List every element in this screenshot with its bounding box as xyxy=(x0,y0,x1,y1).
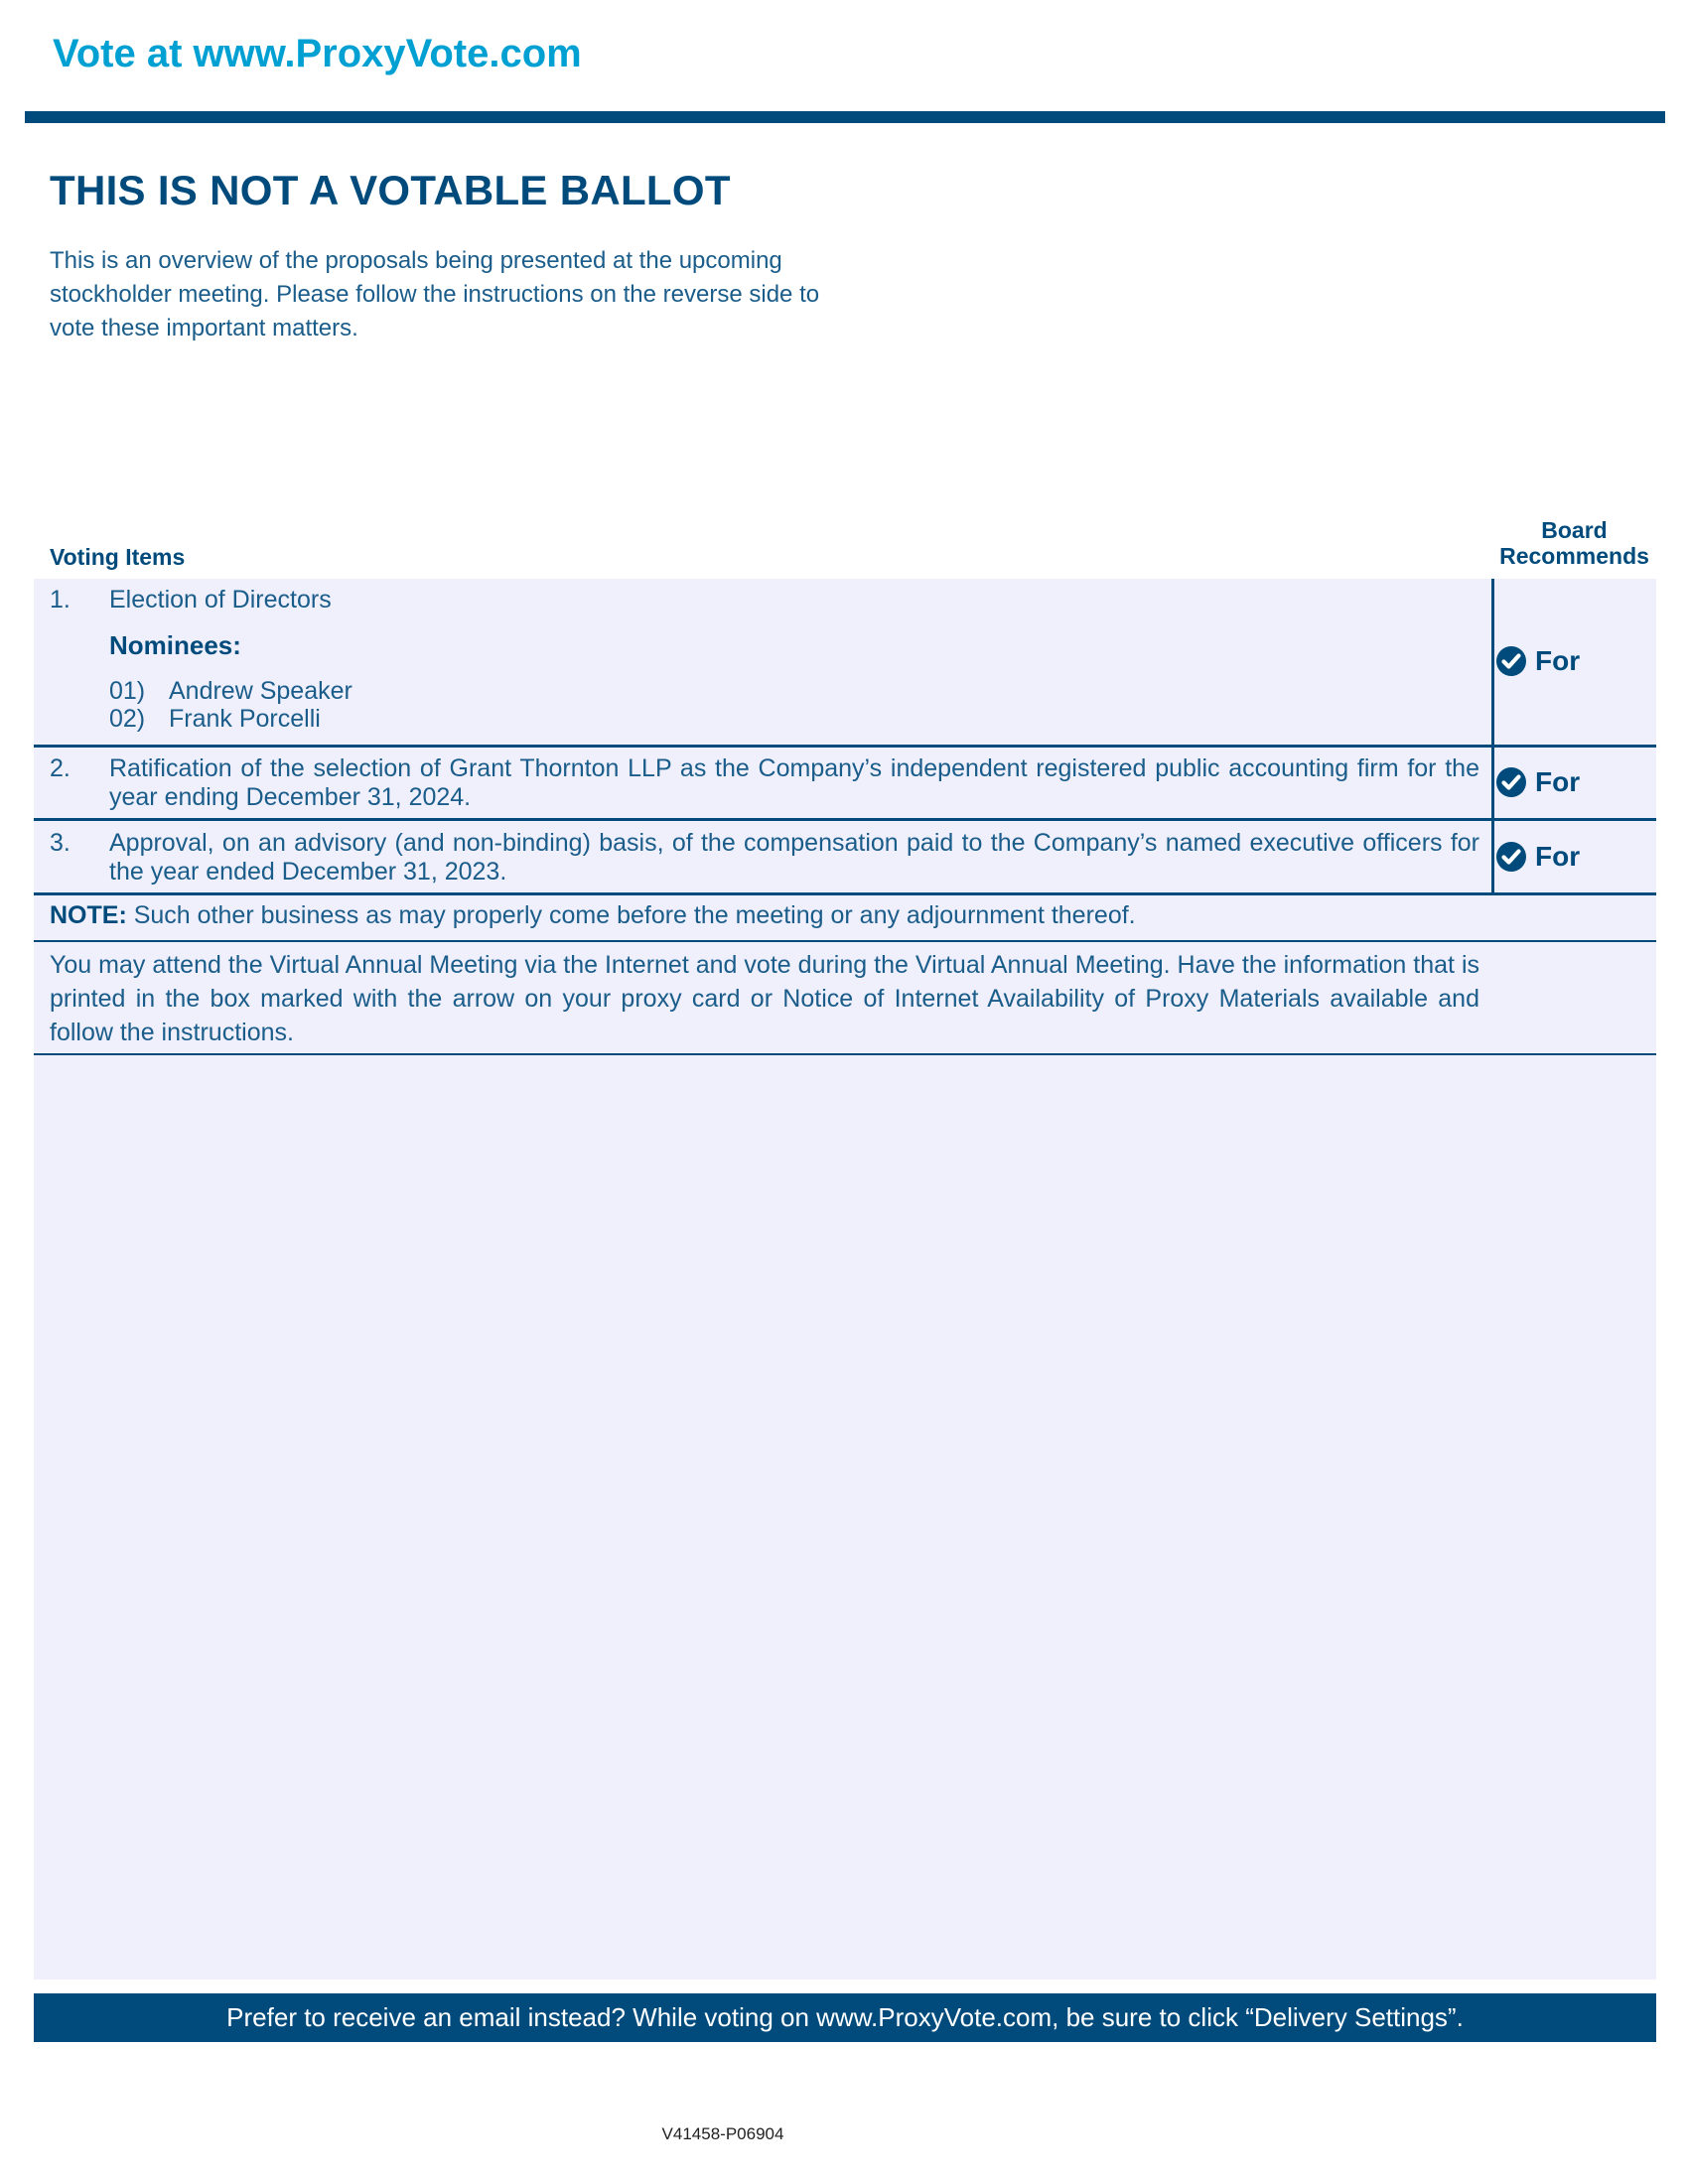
check-circle-icon xyxy=(1495,841,1527,873)
nominee-item xyxy=(109,677,352,706)
intro-paragraph: This is an overview of the proposals being presented at the upcoming stockholder meeting. Please follow the instructions on the reverse side to vote these important matters. xyxy=(50,247,820,341)
item-number: 1. xyxy=(50,586,70,614)
recommendation-label: For xyxy=(1535,766,1581,797)
recommendation-column-divider xyxy=(1491,579,1494,894)
row-divider xyxy=(34,745,1656,748)
recommendation-label: For xyxy=(1535,645,1581,676)
nominee-item xyxy=(109,705,321,734)
item-text: Ratification of the selection of Grant Thornton LLP as the Company’s independent registered public accounting firm for the year ending December 31, 2024. xyxy=(109,754,1479,811)
note-text: Such other business as may properly come before the meeting or any adjournment thereof. xyxy=(126,901,1136,929)
board-recommendation xyxy=(1495,841,1580,873)
board-recommendation xyxy=(1495,766,1580,798)
board-recommends-line1: Board xyxy=(1541,517,1608,543)
virtual-meeting-instructions: You may attend the Virtual Annual Meeting via the Internet and vote during the Virtual Annual Meeting. Have the information that is printed in the box marked with the arrow on your proxy card or Notice of Internet Availability of Proxy Materials available and follow the instructions. xyxy=(50,951,1479,1046)
email-delivery-banner: Prefer to receive an email instead? While voting on www.ProxyVote.com, be sure to click “Delivery Settings”. xyxy=(34,1993,1656,2042)
recommendation-label: For xyxy=(1535,841,1581,872)
voting-items-header: Voting Items xyxy=(50,544,186,570)
board-recommends-header xyxy=(1492,517,1656,569)
item-number: 2. xyxy=(50,754,70,782)
header-divider-bar xyxy=(25,111,1665,123)
row-divider xyxy=(34,818,1656,821)
check-circle-icon xyxy=(1495,645,1527,677)
nominee-name: Frank Porcelli xyxy=(169,705,321,733)
page-title: THIS IS NOT A VOTABLE BALLOT xyxy=(50,167,731,213)
row-divider xyxy=(34,940,1656,942)
row-divider xyxy=(34,1053,1656,1055)
board-recommendation xyxy=(1495,645,1580,677)
nominee-name: Andrew Speaker xyxy=(169,677,352,705)
row-divider xyxy=(34,892,1656,895)
item-text: Election of Directors xyxy=(109,586,332,614)
nominee-number: 02) xyxy=(109,705,146,733)
vote-at-proxyvote-link[interactable]: Vote at www.ProxyVote.com xyxy=(53,32,582,75)
nominee-number: 01) xyxy=(109,677,146,705)
note-row xyxy=(50,901,1136,930)
document-code: V41458-P06904 xyxy=(661,2124,784,2143)
nominees-label: Nominees: xyxy=(109,630,241,660)
check-circle-icon xyxy=(1495,766,1527,798)
note-label: NOTE: xyxy=(50,901,127,929)
item-number: 3. xyxy=(50,829,70,857)
item-text: Approval, on an advisory (and non-binding) basis, of the compensation paid to the Company’s named executive officers for the year ended December 31, 2023. xyxy=(109,829,1479,886)
board-recommends-line2: Recommends xyxy=(1499,543,1649,569)
